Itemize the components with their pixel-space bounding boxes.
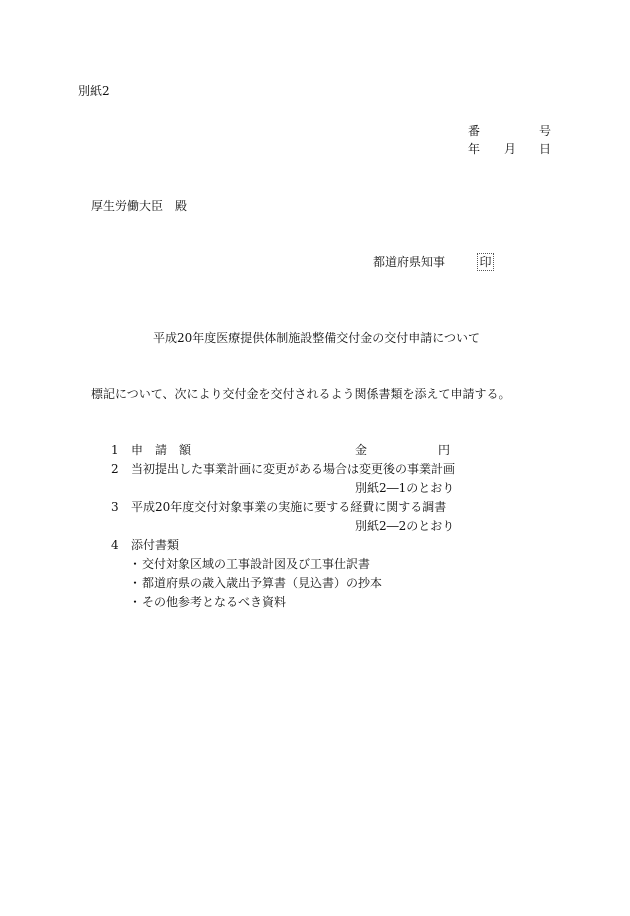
sender: 都道府県知事	[373, 255, 446, 269]
document-title: 平成20年度医療提供体制施設整備交付金の交付申請について	[153, 331, 481, 345]
item-1-number: 1	[111, 443, 119, 457]
item-2-text: 当初提出した事業計画に変更がある場合は変更後の事業計画	[131, 462, 456, 476]
bullet: ・	[128, 557, 141, 571]
attachment-1-text: 交付対象区域の工事設計図及び工事仕訳書	[142, 557, 371, 571]
item-4-number: 4	[111, 538, 119, 552]
date-year: 年	[468, 142, 481, 156]
attachment-label: 別紙2	[78, 84, 110, 98]
intro-text: 標記について、次により交付金を交付されるよう関係書類を添えて申請する。	[91, 387, 511, 401]
addressee: 厚生労働大臣 殿	[91, 199, 188, 213]
date-month: 月	[504, 142, 517, 156]
item-2-ref: 別紙2―1のとおり	[355, 481, 455, 495]
attachment-list-item	[128, 557, 370, 571]
date-day: 日	[539, 142, 552, 156]
item-4-text: 添付書類	[131, 538, 180, 552]
attachment-list-item	[128, 576, 382, 590]
attachment-3-text: その他参考となるべき資料	[142, 595, 287, 609]
attachment-2-text: 都道府県の歳入歳出予算書（見込書）の抄本	[142, 576, 383, 590]
item-1-amount-label: 金	[355, 443, 368, 457]
item-3-ref: 別紙2―2のとおり	[355, 519, 455, 533]
bullet: ・	[128, 595, 141, 609]
bullet: ・	[128, 576, 141, 590]
number-suffix: 号	[539, 124, 552, 138]
seal-mark: 印	[477, 253, 494, 271]
item-3-number: 3	[111, 500, 119, 514]
item-1-text: 申 請 額	[131, 443, 192, 457]
item-3-text: 平成20年度交付対象事業の実施に要する経費に関する調書	[131, 500, 447, 514]
item-1-amount-unit: 円	[438, 443, 451, 457]
item-2-number: 2	[111, 462, 119, 476]
number-label: 番	[468, 124, 481, 138]
attachment-list-item	[128, 595, 286, 609]
